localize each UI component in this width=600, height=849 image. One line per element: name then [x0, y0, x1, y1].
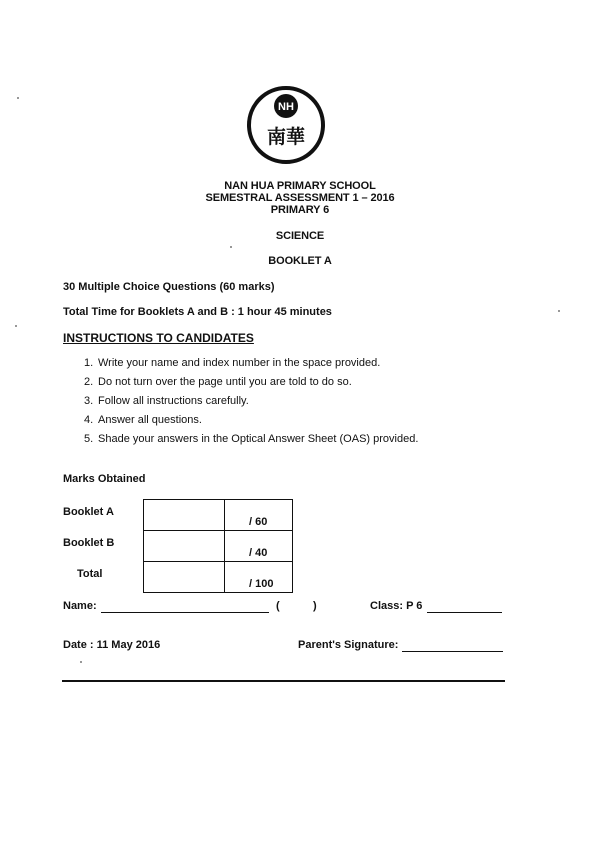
name-label: Name: — [63, 600, 97, 612]
subject-title: SCIENCE — [275, 230, 325, 242]
list-item: 1. Write your name and index number in the space provided. — [84, 357, 381, 369]
class-field-line[interactable] — [427, 612, 502, 613]
bottom-divider — [62, 680, 505, 682]
marks-heading: Marks Obtained — [63, 473, 146, 485]
scan-speck — [17, 97, 19, 99]
signature-field-line[interactable] — [402, 651, 503, 652]
date-label: Date : 11 May 2016 — [63, 639, 161, 651]
signature-label: Parent's Signature: — [298, 639, 399, 651]
class-label: Class: P 6 — [370, 600, 423, 612]
scan-speck — [15, 325, 17, 327]
max-score: / 40 — [225, 531, 293, 562]
table-row — [63, 531, 293, 562]
index-open-paren: ( — [276, 600, 280, 612]
row-label: Total — [77, 567, 103, 580]
score-box[interactable] — [144, 500, 225, 531]
row-label: Booklet B — [63, 536, 115, 549]
logo-chinese-characters: 南華 — [266, 126, 306, 148]
logo-monogram: NH — [278, 101, 294, 113]
score-box[interactable] — [144, 562, 225, 593]
instructions-heading: INSTRUCTIONS TO CANDIDATES — [63, 331, 254, 345]
marks-table — [63, 499, 293, 593]
score-box[interactable] — [144, 531, 225, 562]
school-logo — [246, 85, 326, 165]
list-item: 3. Follow all instructions carefully. — [84, 395, 249, 407]
row-label: Booklet A — [63, 505, 114, 518]
max-score: / 60 — [225, 500, 293, 531]
level-title: PRIMARY 6 — [270, 204, 330, 216]
max-score: / 100 — [225, 562, 293, 593]
list-item: 2. Do not turn over the page until you are told to do so. — [84, 376, 352, 388]
list-item: 5. Shade your answers in the Optical Answer Sheet (OAS) provided. — [84, 433, 419, 445]
scan-speck — [558, 310, 560, 312]
assessment-title: SEMESTRAL ASSESSMENT 1 – 2016 — [205, 192, 395, 204]
table-row — [63, 562, 293, 593]
index-close-paren: ) — [313, 600, 317, 612]
scan-speck — [230, 246, 232, 248]
name-field-line[interactable] — [101, 612, 269, 613]
booklet-title: BOOKLET A — [268, 255, 332, 267]
instructions-list — [84, 357, 418, 452]
time-info: Total Time for Booklets A and B : 1 hour 45 minutes — [63, 306, 332, 318]
list-item: 4. Answer all questions. — [84, 414, 202, 426]
school-name: NAN HUA PRIMARY SCHOOL — [224, 180, 376, 192]
table-row — [63, 500, 293, 531]
scan-speck — [80, 661, 82, 663]
mcq-info: 30 Multiple Choice Questions (60 marks) — [63, 281, 275, 293]
